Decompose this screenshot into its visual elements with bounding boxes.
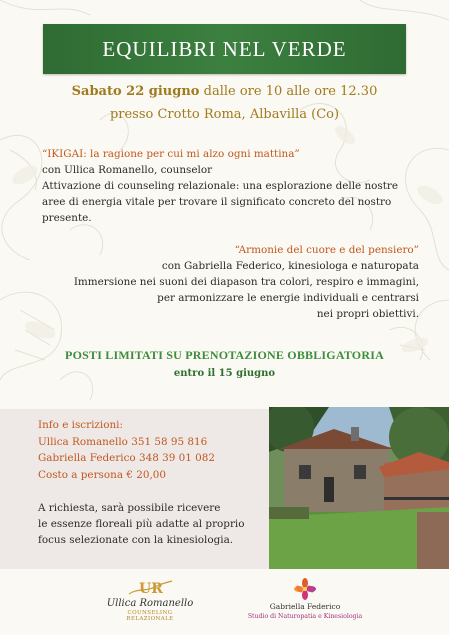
armonie-desc-line: Immersione nei suoni dei diapason tra colori, respiro e immagini, — [73, 276, 419, 288]
booking-deadline: entro il 15 giugno — [173, 368, 276, 379]
cost: Costo a persona € 20,00 — [38, 468, 166, 481]
event-date-time: dalle ore 10 alle ore 12.30 — [199, 84, 378, 99]
ikigai-desc-line: presente. — [42, 212, 92, 224]
ikigai-desc-line: aree di energia vitale per trovare il significato concreto del nostro — [42, 196, 392, 208]
info-contacts — [38, 417, 215, 483]
contact-ullica: Ullica Romanello 351 58 95 816 — [38, 435, 208, 448]
contact-gabriella: Gabriella Federico 348 39 01 082 — [38, 452, 216, 464]
essenze-line: focus selezionate con la kinesiologia. — [38, 534, 234, 546]
event-venue: presso Crotto Roma, Albavilla (Co) — [109, 107, 340, 122]
ullica-romanello-logo — [105, 578, 195, 635]
ur-monogram-icon — [127, 578, 173, 598]
armonie-desc-line: nei propri obiettivi. — [316, 308, 419, 320]
event-date-day: Sabato 22 giugno — [71, 84, 200, 99]
title-banner — [43, 24, 406, 74]
event-date — [0, 84, 449, 99]
ur-logo-subtitle: COUNSELING RELAZIONALE — [126, 610, 174, 622]
gf-logo-subtitle: Studio di Naturopatia e Kinesiologia — [247, 613, 363, 620]
ikigai-desc-line: Attivazione di counseling relazionale: una esplorazione delle nostre — [42, 180, 399, 192]
gabriella-federico-logo — [225, 578, 385, 635]
armonie-section — [19, 242, 419, 322]
limited-seats-notice: POSTI LIMITATI SU PRENOTAZIONE OBBLIGATORIA — [65, 348, 384, 362]
ur-monogram-text: UR — [139, 581, 163, 597]
gf-logo-name: Gabriella Federico — [269, 602, 341, 611]
ikigai-host: con Ullica Romanello, counselor — [42, 164, 213, 176]
info-heading: Info e iscrizioni: — [38, 419, 123, 431]
ikigai-title: “IKIGAI: la ragione per cui mi alzo ogni mattina” — [42, 148, 300, 160]
ur-logo-name: Ullica Romanello — [106, 598, 194, 609]
ikigai-section — [42, 146, 422, 226]
venue-photo — [269, 407, 449, 569]
page-title: EQUILIBRI NEL VERDE — [102, 36, 347, 61]
armonie-title: “Armonie del cuore e del pensiero” — [234, 244, 419, 256]
armonie-host: con Gabriella Federico, kinesiologa e naturopata — [161, 260, 419, 272]
essenze-line: A richiesta, sarà possibile ricevere — [38, 502, 221, 514]
essenze-note — [38, 500, 245, 548]
essenze-line: le essenze floreali più adatte al proprio — [38, 518, 245, 530]
flower-icon — [293, 578, 317, 600]
armonie-desc-line: per armonizzare le energie individuali e centrarsi — [157, 292, 419, 304]
